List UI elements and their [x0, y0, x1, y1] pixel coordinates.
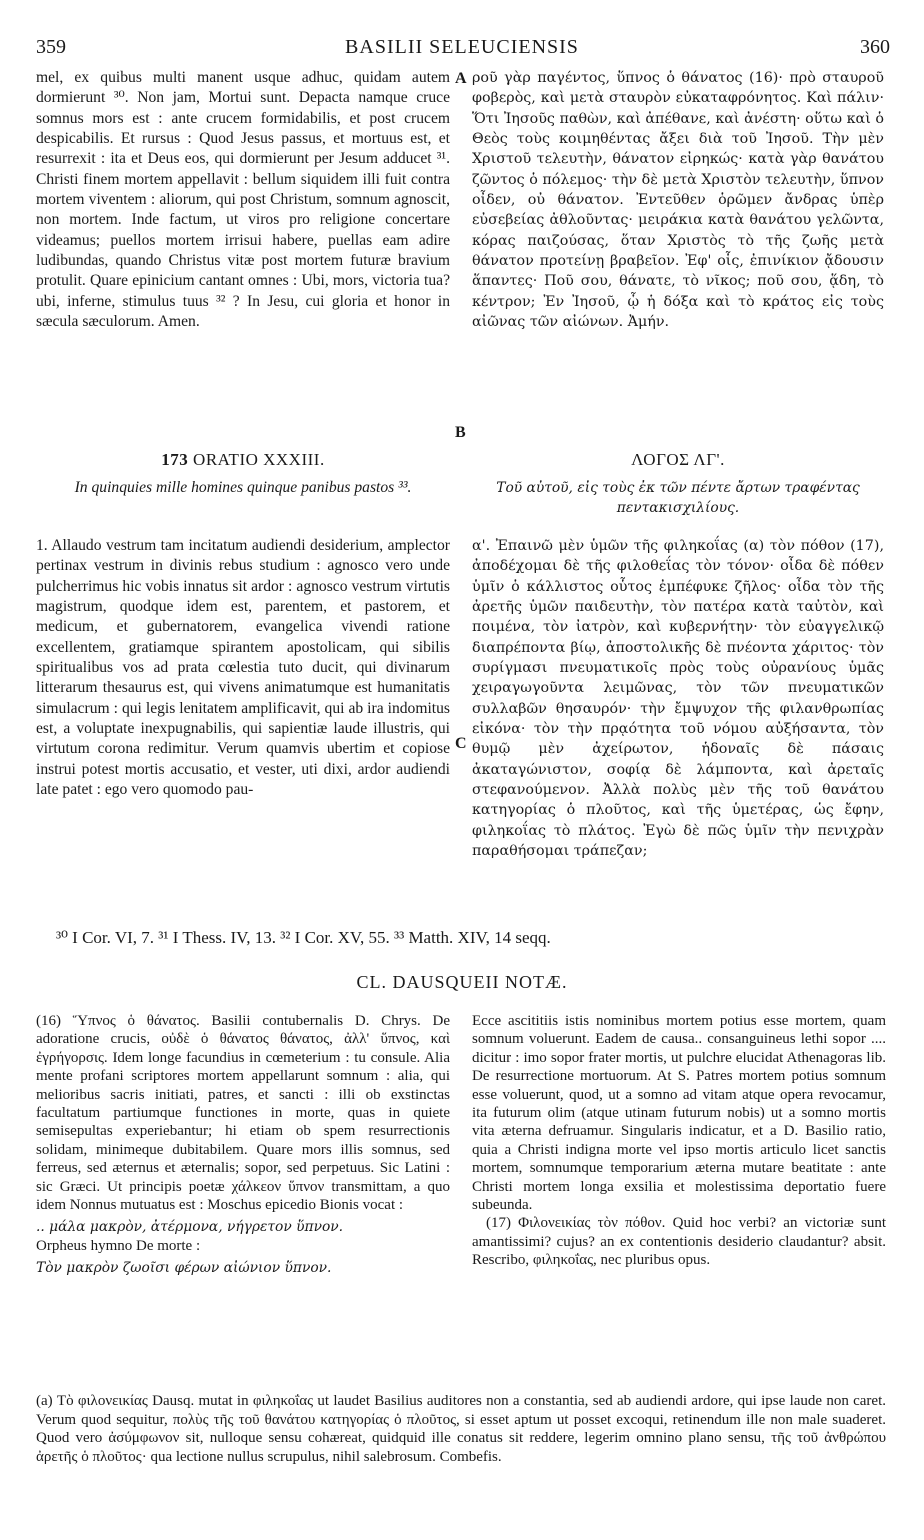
oratio-title: ORATIO XXXIII. [193, 450, 325, 469]
running-title: BASILII SELEUCIENSIS [345, 36, 579, 58]
editorial-note-a [36, 1392, 886, 1466]
greek-oratio-text: α'. Ἐπαινῶ μὲν ὑμῶν τῆς φιληκοΐας (α) τὸν πόθον (17), ἀποδέχομαι δὲ τῆς φιλοθεΐας τὸν τόνον· οἶδα δὲ πόθεν ὑμῖν ὁ κάλλιστος οὗτος ἐμπέφυκε ζῆλος· οἶδα τὸν τῆς ἀρετῆς ὑμῶν παιδευτὴν, τὸν πατέρα κατὰ ταὐτὸν, καὶ ποιμένα, τὸν ἰατρὸν, καὶ κυβερνήτην· τὸν εὐαγγελικῷ διαπρέποντα βίῳ, ἀποστολικῆς δὲ πνέοντα χάριτος· τὸν συρίγμασι πνευματικοῖς πρὸς τοὺς οὐρανίους ὑμᾶς χειραγωγοῦντα λειμῶνας, τὸν τῶν πνευματικῶν συλλαβῶν θησαυρόν· τὴν ἔμψυχον τῆς φιλανθρωπίας εἰκόνα· τὸν τὴν πρᾳότητα τοῦ νόμου αὐξήσαντα, τὸν θυμῷ μὲν ἀχείρωτον, ἡδοναῖς δὲ πάσαις ἀκαταγώνιστον, σοφίᾳ δὲ λάμποντα, καὶ ἀρεταῖς στεφανούμενον. Ἀλλὰ πολὺς μὲν τῆς τοῦ θανάτου κατηγορίας ὁ πλοῦτος, καὶ τῆς ὑμετέρας, ὡς ἔφην, φιληκοΐας τὸ πλάτος. Ἐγὼ δὲ πῶς ὑμῖν τὴν πενιχρὰν παραθήσομαι τράπεζαν; [472, 538, 884, 860]
oratio-number: 173 [161, 450, 189, 469]
note-verse-orpheus: Τὸν μακρὸν ζωοῖσι φέρων αἰώνιον ὕπνον. [36, 1260, 332, 1277]
scripture-footnotes: ³⁰ I Cor. VI, 7. ³¹ I Thess. IV, 13. ³² I Cor. XV, 55. ³³ Matth. XIV, 14 seqq. [56, 928, 551, 947]
logos-title: ΛΟΓΟΣ ΛΓ'. [631, 450, 725, 469]
page-number-right: 360 [860, 36, 890, 58]
note-17: (17) Φιλονεικίας τὸν πόθον. Quid hoc verbi? an victoriæ sunt amantissimi? cujus? an ex contentionis desiderio claudantur? absit. Rescribo, φιληκοΐας, nec pluribus opus. [472, 1215, 886, 1269]
notes-title: CL. DAUSQUEII NOTÆ. [356, 972, 568, 992]
oratio-greek-subtitle: Τοῦ αὐτοῦ, εἰς τοὺς ἐκ τῶν πέντε ἄρτων τραφέντας πεντακισχιλίους. [496, 480, 860, 517]
page-number-left: 359 [36, 36, 66, 58]
oratio-greek-heading [472, 450, 884, 518]
latin-column-oratio [36, 536, 450, 800]
latin-column-top [36, 68, 450, 332]
latin-oratio-text: 1. Allaudo vestrum tam incitatum audiendi desiderium, amplector pertinax vestrum in divinis rebus studium : agnosco vero unde pulcherrimus hic vobis innatus sit ardor : agnosco vestrum virtutis magistrum, quodque idem est, parentem, et pastorem, et medicum, et gubernatorem, evangelica vivendi ratione excellentem, gratiamque spirantem apostolicam, qui sibilis spiritualibus vos ad prata cœlestia tuto ducit, qui divinarum litterarum thesaurus est, qui vivens animatumque est humanitatis simulacrum : qui legis lenitatem amplificavit, qui ab ira indomitus est, a voluptate inexpugnabilis, qui sapientiæ laude illustris, qui virtutum corona redimitur. Verum quamvis ubertim et copiose instrui potest mortis accusatio, et vester, uti dixi, ardor audiendi late patet : ego vero quomodo pau- [36, 537, 450, 799]
note-orpheus: Orpheus hymno De morte : [36, 1237, 201, 1254]
oratio-latin-heading [36, 450, 450, 498]
editorial-note-text: (a) Τὸ φιλονεικίας Dausq. mutat in φιληκοΐας ut laudet Basilius auditores non a constantia, sed ab audiendi ardore, qui ipse laude non caret. Verum quod sequitur, πολὺς τῆς τοῦ θανάτου κατηγορίας ὁ πλοῦτος, si esset aptum ut posset excoqui, retinendum ille non male suaderet. Quod vero ἀσύμφωνον sit, nulloque sensu cohæreat, quidquid ille conatus sit reddere, legerim omnino plano sensu, τῆς τοῦ ἀνθρώπου ἀρετῆς ὁ πλοῦτος· qua lectione nullus scrupulus, nihil salebrosum. Combefis. [36, 1393, 886, 1465]
margin-marker-a: A [455, 70, 467, 87]
greek-column-top [472, 68, 884, 332]
margin-marker-c: C [455, 735, 467, 752]
notes-right-column [472, 1012, 886, 1270]
latin-paragraph: mel, ex quibus multi manent usque adhuc, quidam autem dormierunt ³⁰. Non jam, Mortui sunt. Depacta namque cruce somnus mors est : ante crucem formidabilis, et post crucem despicabilis. Et rursus : Quod Jesus passus, et mortuus est, et resurrexit : ita et Deus eos, qui dormierunt per Jesum adducet ³¹. Christi finem mortem appellavit : bellum siquidem illi fuit contra mortem viventem : aliorum, qui post Christum, somnum agnoscit, non mortem. Inde factum, ut viros pro religione concertare videamus; puellos mortem irrisui habere, puellas eam adire ludibundas, quando Christus vitæ post mortem futuræ bravium protulit. Quare epinicium cantant omnes : Ubi, mors, victoria tua? ubi, inferne, stimulus tuus ³² ? In Jesu, cui gloria et honor in sæcula sæculorum. Amen. [36, 69, 450, 331]
note-16: (16) Ὕπνος ὁ θάνατος. Basilii contubernalis D. Chrys. De adoratione crucis, οὐδὲ ὁ θάνατος θάνατος, ἀλλ' ὕπνος, καὶ ἐγρήγορσις. Idem longe facundius in cœmeterium : tu consule. Alia mente profani scriptores mortem appellarunt somnum : alia, qui melioribus sacris initiati, patres, et sancti : illi ob exstinctas facultatum partiumque functiones in morte, quas in quiete semisepultas experiebantur; hi etiam ob spem resurrectionis solidam, minimeque dubitabilem. Quare mors illis somnus, sed ferreus, sed æternus et æternalis; sopor, sed perpetuus. Sic Latini : sic Græci. Ut principis poetæ χάλκεον ὕπνον transmittam, a quo idem Nonnus mutuatus est : Moschus epicedio Bionis vocat : [36, 1013, 450, 1214]
oratio-latin-subtitle: In quinquies mille homines quinque panibus pastos ³³. [74, 479, 412, 497]
notes-left-column [36, 1012, 450, 1278]
margin-marker-b: B [455, 424, 466, 441]
greek-paragraph: ροῦ γὰρ παγέντος, ὕπνος ὁ θάνατος (16)· πρὸ σταυροῦ φοβερὸς, καὶ μετὰ σταυρὸν εὐκαταφρόνητος. Καὶ πάλιν· Ὅτι Ἰησοῦς παθὼν, καὶ ἀπέθανε, καὶ ἀνέστη· οὕτω καὶ ὁ Θεὸς τοὺς κοιμηθέντας ἄξει διὰ τοῦ Ἰησοῦ. Τὴν μὲν Χριστοῦ τελευτὴν, θάνατον εἰρηκώς· κατὰ γὰρ θανάτου ζῶντος ὁ πόλεμος· τὴν δὲ μετὰ Χριστὸν τελευτὴν, ὕπνον οἶδεν, οὐ θάνατον. Ἐντεῦθεν ὁρῶμεν ἄνδρας ὑπὲρ εὐσεβείας ἀθλοῦντας· μειράκια κατὰ θανάτου γελῶντα, κόρας παιζούσας, ὅταν Χριστὸς τὸ τῆς ζωῆς μετὰ θάνατον προτείνῃ βραβεῖον. Ἐφ' οἷς, ἐπινίκιον ᾄδουσιν ἅπαντες· Ποῦ σου, θάνατε, τὸ νῖκος; ποῦ σου, ᾅδη, τὸ κέντρον; Ἐν Ἰησοῦ, ᾧ ἡ δόξα καὶ τὸ κράτος εἰς τοὺς αἰῶνας τῶν αἰώνων. Ἀμήν. [472, 70, 884, 331]
note-16-continued: Ecce ascititiis istis nominibus mortem potius esse mortem, quam somnum voluerunt. Eadem de causa.. consanguineus lethi sopor .... dicitur : imo sopor frater mortis, ut pulchre elucidat Athenagoras lib. De resurrectione mortuorum. At S. Patres mortem potius somnum esse voluerunt, quod, ut a somno ad vitam atque opera revocamur, ita futurum olim (atque utinam futurum nobis) ut a somno mortis vita æterna defruamur. Singularis indicatur, et a D. Basilio ratio, quia a Christi indigna morte vel ipso mortis articulo licet sanctis mortem, somnumque temporarium æterna mutare beatitate : ante Christi mortem longa exsilia et molestissima deportatio fuere subeunda. [472, 1013, 886, 1214]
note-verse-moschus: .. μάλα μακρὸν, ἀτέρμονα, νήγρετον ὕπνον. [36, 1219, 344, 1236]
greek-column-oratio [472, 536, 884, 862]
